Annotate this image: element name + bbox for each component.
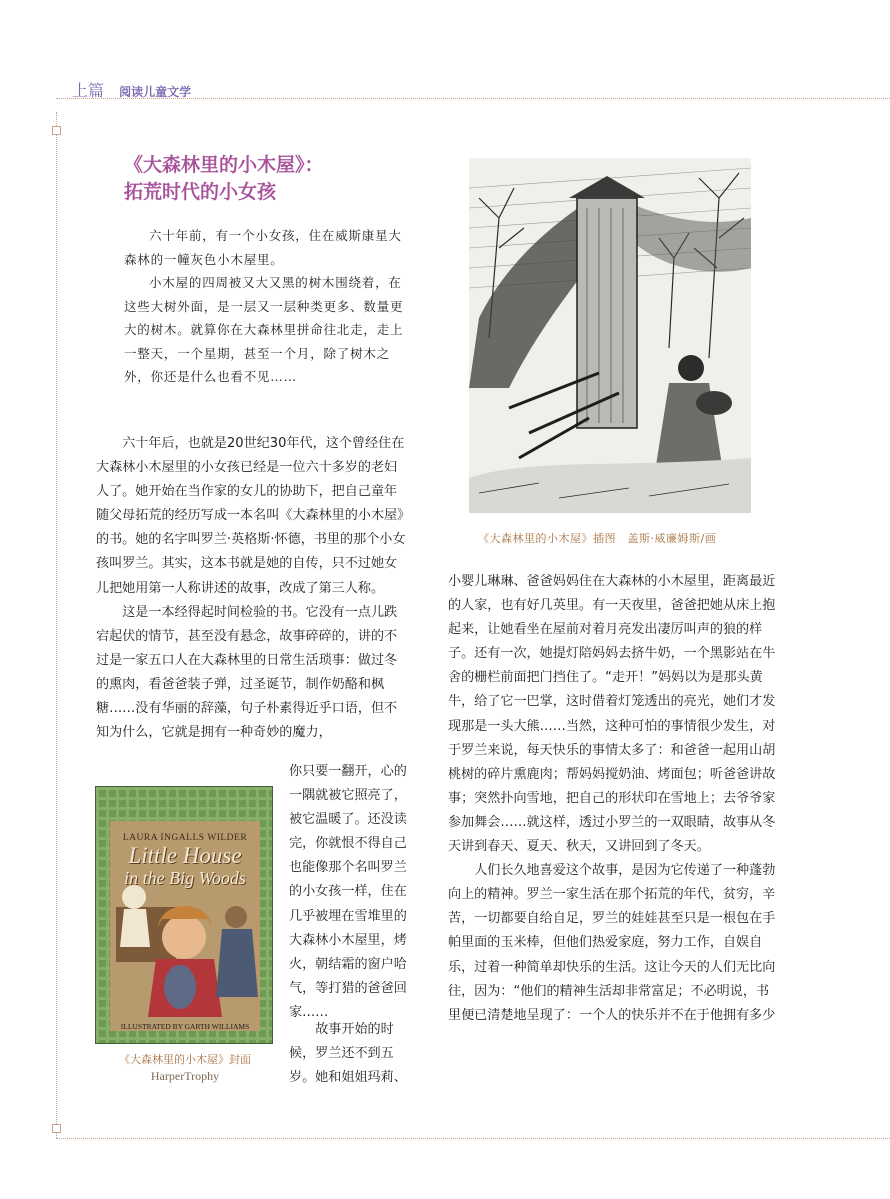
woodcut-illustration-image (469, 158, 751, 513)
body-paragraph: 六十年后，也就是20世纪30年代，这个曾经住在大森林小木屋里的小女孩已经是一位六十多岁的老妇人了。她开始在当作家的女儿的协助下，把自己童年随父母拓荒的经历写成一本名叫《大森林里的小木屋》的书。她的名字叫罗兰·英格斯·怀德，书里的那个小女孩叫罗兰。其实，这本书就是她的自传，只不过她女儿把她用第一人称讲述的故事，改成了第三人称。 (96, 436, 406, 596)
cover-caption-title: 《大森林里的小木屋》封面 (119, 1053, 251, 1066)
quote-paragraph: 小木屋的四周被又大又黑的树木围绕着，在这些大树外面，是一层又一层种类更多、数量更大的树木。就算你在大森林里拼命往北走，走上一整天，一个星期，甚至一个月，除了树木之外，你还是什么也看不见…… (124, 275, 404, 384)
frame-corner-ornament (52, 1124, 61, 1133)
body-column-right (448, 570, 778, 1028)
cover-title-line-2: in the Big Woods (124, 868, 246, 888)
body-column-left-wrap-2 (289, 1018, 417, 1090)
page-frame-left (56, 112, 57, 1138)
body-column-left-wrap (289, 760, 417, 1025)
book-cover-artwork (96, 787, 273, 1044)
quote-paragraph: 六十年前，有一个小女孩，住在威斯康星大森林的一幢灰色小木屋里。 (124, 228, 402, 267)
body-paragraph: 这是一本经得起时间检验的书。它没有一点儿跌宕起伏的情节，甚至没有悬念，故事碎碎的，讲的不过是一家五口人在大森林里的日常生活琐事：做过冬的熏肉，看爸爸装子弹，过圣诞节，制作奶酪和枫糖……没有华丽的辞藻，句子朴素得近乎口语，但不知为什么，它就是拥有一种奇妙的魔力， (96, 604, 398, 741)
cover-caption (100, 1052, 270, 1084)
body-paragraph-continued: 你只要一翻开，心的一隅就被它照亮了，被它温暖了。还没读完，你就恨不得自己也能像那个名叫罗兰的小女孩一样，住在几乎被埋在雪堆里的大森林小木屋里，烤火，朝结霜的窗户哈气，等打猎的爸爸回家…… (289, 764, 407, 1020)
body-column-left (96, 432, 410, 745)
page-frame-bottom (56, 1138, 890, 1139)
cover-illustrator: ILLUSTRATED BY GARTH WILLIAMS (120, 1022, 250, 1031)
title-line-1: 《大森林里的小木屋》： (124, 154, 324, 176)
article-title (124, 152, 324, 206)
body-paragraph-continued: 小婴儿琳琳、爸爸妈妈住在大森林的小木屋里，距离最近的人家，也有好几英里。有一天夜里，爸爸把她从床上抱起来，让她看坐在屋前对着月亮发出凄厉叫声的狼的样子。还有一次，她提灯陪妈妈去挤牛奶，一个黑影站在牛舍的栅栏前面把门挡住了。“走开！”妈妈以为是那头黄牛，给了它一巴掌，这时借着灯笼透出的亮光，她们才发现那是一头大熊……当然，这种可怕的事情很少发生，对于罗兰来说，每天快乐的事情太多了：和爸爸一起用山胡桃树的碎片熏鹿肉；帮妈妈搅奶油、烤面包；听爸爸讲故事；突然扑向雪地，把自己的形状印在雪地上；去爷爷家参加舞会……就这样，透过小罗兰的一双眼睛，故事从冬天讲到春天、夏天、秋天，又讲回到了冬天。 (448, 574, 776, 855)
body-paragraph: 故事开始的时候，罗兰还不到五岁。她和姐姐玛莉、 (289, 1022, 407, 1086)
cover-caption-publisher: HarperTrophy (150, 1069, 220, 1083)
title-line-2: 拓荒时代的小女孩 (124, 181, 277, 203)
book-cover-image (95, 786, 273, 1044)
topic-label: 阅读儿童文学 (119, 85, 192, 99)
body-paragraph: 人们长久地喜爱这个故事，是因为它传递了一种蓬勃向上的精神。罗兰一家生活在那个拓荒的年代，贫穷，辛苦，一切都要自给自足，罗兰的娃娃甚至只是一根包在手帕里面的玉米棒，但他们热爱家庭，努力工作，自娱自乐，过着一种简单却快乐的生活。这让今天的人们无比向往，因为：“他们的精神生活却非常富足；不必明说，书里便已清楚地呈现了：一个人的快乐并不在于他拥有多少 (448, 863, 776, 1023)
illustration-caption: 《大森林里的小木屋》插图 盖斯·威廉姆斯/画 (478, 532, 717, 545)
story-illustration (469, 158, 751, 513)
cover-title-line-1: Little House (128, 843, 242, 868)
section-label: 上篇 (72, 81, 105, 100)
cover-author: LAURA INGALLS WILDER (122, 833, 248, 843)
frame-corner-ornament (52, 126, 61, 135)
running-header (72, 78, 191, 101)
cover-text (96, 833, 273, 889)
opening-quote (124, 224, 404, 389)
